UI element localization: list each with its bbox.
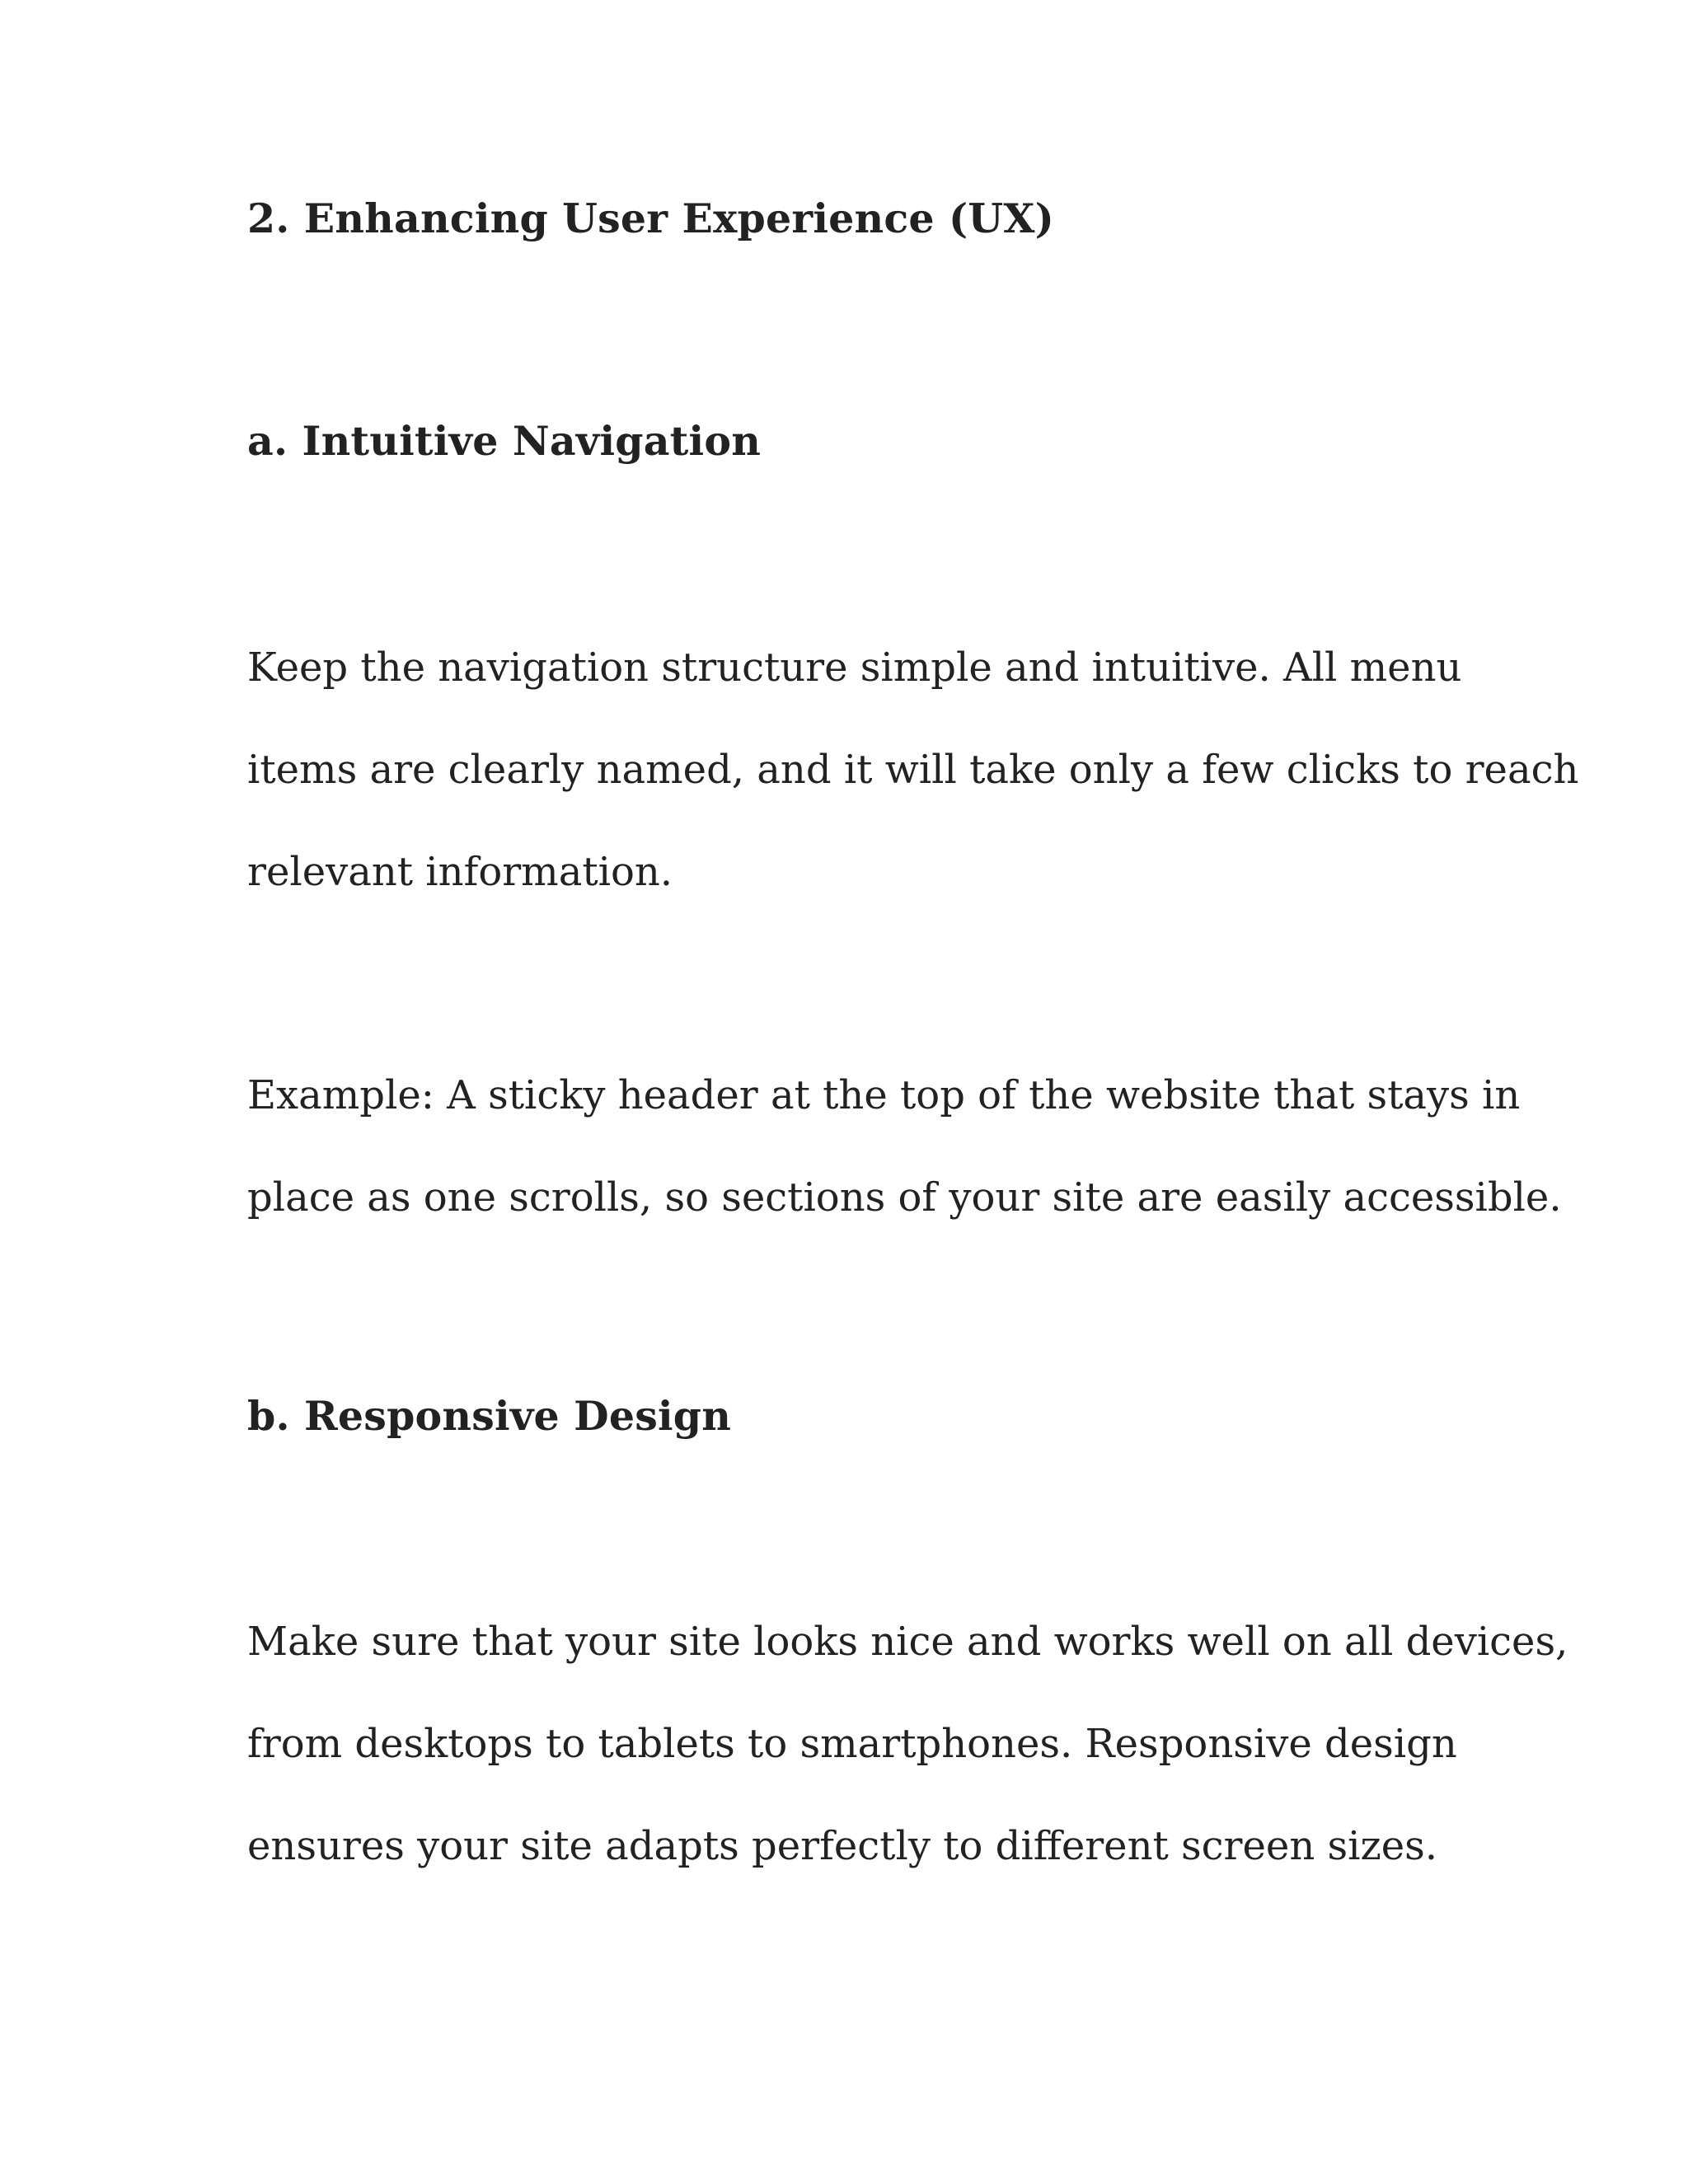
subsection-heading-intuitive-navigation: a. Intuitive Navigation <box>247 417 762 465</box>
paragraph-navigation-structure <box>247 616 1579 923</box>
section-title: 2. Enhancing User Experience (UX) <box>247 194 1054 242</box>
paragraph-navigation-example <box>247 1044 1562 1249</box>
paragraph-line: Make sure that your site looks nice and works well on all devices, <box>247 1619 1568 1665</box>
paragraph-line: ensures your site adapts perfectly to different screen sizes. <box>247 1823 1438 1869</box>
paragraph-line: relevant information. <box>247 849 673 895</box>
subsection-heading-responsive-design: b. Responsive Design <box>247 1392 732 1440</box>
paragraph-responsive-design <box>247 1591 1568 1897</box>
paragraph-line: place as one scrolls, so sections of your site are easily accessible. <box>247 1174 1562 1221</box>
paragraph-line: Example: A sticky header at the top of the website that stays in <box>247 1072 1521 1118</box>
paragraph-line: Keep the navigation structure simple and intuitive. All menu <box>247 644 1462 691</box>
paragraph-line: items are clearly named, and it will take only a few clicks to reach <box>247 747 1579 793</box>
paragraph-line: from desktops to tablets to smartphones. Responsive design <box>247 1721 1457 1767</box>
